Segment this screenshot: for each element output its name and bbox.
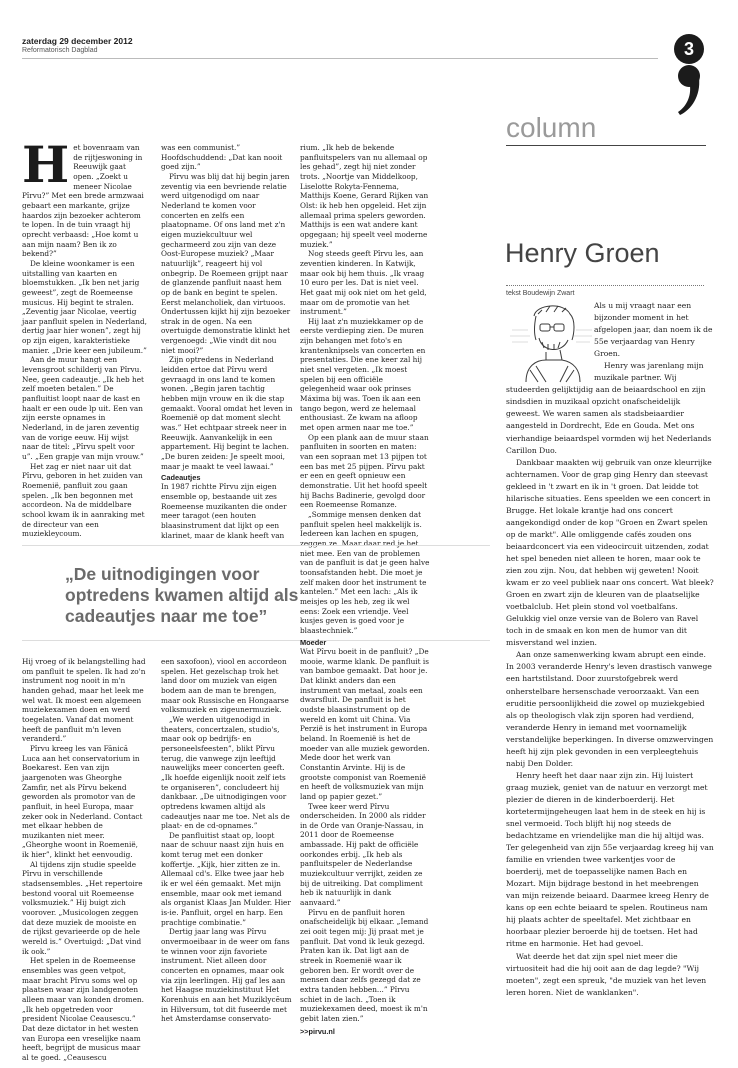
paragraph: Wat Pîrvu boeit in de panfluit? „De mooie, warme klank. De panfluit is van bamboe gemaakt. Dat hoor je. Dat klinkt anders dan een instrument van metaal, zoals een dwarsfluit. De panfluit is het oudste blaasinstrument op de wereld en komt uit China. Via Perzië is het instrument in Europa beland. In Roemenië is het de moeder van alle muziek geworden. Mede door het werk van Constantin Arvinte. Hij is de grootste componist van Roemenië en heeft de volksmuziek van mijn land op papier gezet.” <box>300 647 430 801</box>
paragraph: Dertig jaar lang was Pîrvu onvermoeibaar in de weer om fans te winnen voor zijn favoriete instrument. Niet alleen door concerten en opnames, maar ook via zijn leerlingen. Hij gaf les aan het Haagse muziekinstituut Het Korenhuis en aan het Muziklycēum in Hilversum, tot dit fuseerde met het Amsterdamse conservato- <box>161 927 292 1024</box>
article-column-1-bottom <box>22 657 147 1062</box>
paragraph: Pîrvu was blij dat hij begin jaren zeventig via een bevriende relatie werd uitgenodigd om naar Nederland te komen voor concerten en zelfs een plaatopname. Of ons land met z'n eigen muziekcultuur wel gecharmeerd zou zijn van deze Oost-Europese muziek? „Maar natuurlijk”, reageert hij vol onbegrip. De Roemeen grijpt naar de glanzende panfluit naast hem op de bank en begint te spelen. Eerst melancholiek, dan virtuoos. Ondertussen kijkt hij zijn bezoeker strak in de ogen. Na een overtuigde demonstratie klinkt het vergenoegd: „Wie vindt dit nou niet mooi?” <box>161 171 291 355</box>
paragraph: Aan onze samenwerking kwam abrupt een einde. In 2003 veranderde Henry's leven drastisch vanwege een hartstilstand. Door zuurstofgebrek werd onherstelbare hersenschade veroorzaakt. Van een eruditie persoonlijkheid die zowel op muziekgebied als op theologisch vlak zijn sporen had verdiend, veranderde Henry in iemand met voornamelijk verstandelijke beperkingen. In diverse omzwervingen heeft hij zijn plek gevonden in een verpleegtehuis nabij Den Dolder. <box>506 650 714 768</box>
paragraph: Wat deerde het dat zijn spel niet meer die virtuositeit had die hij ooit aan de dag legde? "Wij moeten", zegt een spreuk, "de muziek van het leven leren horen. Niet de wanklanken". <box>506 951 707 997</box>
paragraph: was een communist.” Hoofdschuddend: „Dat kan nooit goed zijn.” <box>161 143 283 172</box>
paragraph: Nog steeds geeft Pîrvu les, aan zeventien kinderen. In Katwijk, maar ook bij hem thuis. „Ik vraag 10 euro per les. Dat is niet veel. Het gaat mij ook niet om het geld, maar om de promotie van het instrument.” <box>300 249 427 317</box>
paragraph: Twee keer werd Pîrvu onderscheiden. In 2000 als ridder in de Orde van Oranje-Nassau, in 2011 door de Roemeense ambassade. Hij pakt de officiële oorkondes erbij. „Ik heb als panfluitspeler de Nederlandse muziekcultuur verrijkt, zeiden ze bij de uitreiking. Dat compliment heb ik natuurlijk in dank aanvaard.” <box>300 801 426 908</box>
column-body <box>506 300 714 1045</box>
column-divider <box>506 145 706 146</box>
paragraph: Dankbaar maakten wij gebruik van onze kleurrijke achternamen. Voor de grap ging Henry dan steevast gekleed in 't zwart en ik in 't groen. Dat leidde tot hilarische situaties. Eens speelden we een concert in Brugge. Het lokale krantje had ons concert aangekondigd onder de kop "Groen en Zwart spelen op de markt". Alle omliggende cafés zouden ons beiaardconcert via een videocircuit uitzenden, zodat het spel beneden niet alleen te horen, maar ook te zien zou zijn. Nou, dat hebben wij geweten! Nooit kwam er zo veel publiek naar ons concert. Wat bleek? Groen en zwart zijn de kleuren van de plaatselijke voetbalclub. Het plein stond vol voetbalfans. Gelukkig viel onze versie van de Bolero van Ravel toch in de smaak en kon men de humor van dit misverstand wel inzien. <box>506 457 714 648</box>
paragraph: Het zag er niet naar uit dat Pîrvu, geboren in het zuiden van Roemenië, panfluit zou gaan spelen. „Ik ben begonnen met accordeon. Na de middelbare school kwam ik in aanraking met de directeur van een muziekleycoum. <box>22 461 145 539</box>
paragraph: Aan de muur hangt een levensgroot schilderij van Pîrvu. Nee, geen cadeautje. „Ik heb het zelf moeten betalen.” De panfluitist loopt naar de kast en haalt er een oude lp uit. Een van zijn eerste opnames in Nederland, in de jaren zeventig van de vorige eeuw. Hij wijst naar de titel: „Pîrvu spelt voor u”. „Een grapje van mijn vrouw.” <box>22 355 144 461</box>
paragraph: Hij vroeg of ik belangstelling had om panfluit te spelen. Ik had zo'n instrument nog nooit in m'n handen gehad, maar het leek me wel wat. Ik moest een algemeen muziekexamen doen en werd toegelaten. Vanaf dat moment heeft de panfluit m'n leven veranderd.” <box>22 657 146 744</box>
page-number-badge: 3 <box>674 34 704 64</box>
paragraph: Hij laat z'n muziekkamer op de eerste verdieping zien. De muren zijn behangen met foto's en krantenknipsels van concerten en presentaties. Die ene keer zal hij niet snel vergeten. „Ik moest spelen bij een officiële gelegenheid waar ook prinses Máxima bij was. Toen ik aan een tango begon, werd ze helemaal enthousiast. Ze kwam na afloop met open armen naar me toe.” <box>300 316 426 433</box>
subheading-cadeautjes: Cadeautjes <box>161 473 201 483</box>
paragraph: Henry heeft het daar naar zijn zin. Hij luistert graag muziek, geniet van de natuur en verzorgt met plezier de dieren in de kinderboerderij. Het kortetermijngeheugen laat hem in de steek en hij is snel vermoeid. Toch blijft hij nog steeds de bedachtzame en vriendelijke man die hij altijd was. Ter gelegenheid van zijn 55e verjaardag kreeg hij van familie en vrienden twee varkentjes voor de boerderij, met de toepasselijke namen Bach en Mozart. Mijn bijdrage bestond in het meebrengen van mijn reizende beiaard. Daarmee kreeg Henry de kans op een echte beiaard te spelen. Routineus nam hij plaats achter de speeltafel. Met zichtbaar en hoorbaar plezier beroerde hij de toetsen. Het had ritme en harmonie. Het had gevoel. <box>506 770 714 949</box>
paragraph: Als u mij vraagt naar een bijzonder moment in het afgelopen jaar, dan noem ik de 55e verjaardag van Henry Groen. <box>594 301 713 359</box>
website-link[interactable]: >>pirvu.nl <box>300 1026 335 1036</box>
paragraph: Zijn optredens in Nederland leidden ertoe dat Pîrvu werd gevraagd in ons land te komen wonen. „Begin jaren tachtig hebben mijn vrouw en ik die stap gemaakt. Vooral omdat het leven in Roemenië op dat moment slecht was.” Het echtpaar streek neer in Reeuwijk. Aanvankelijk in een appartement. Hij begint te lachen. „De buren zeiden: Je speelt mooi, maar je maakt te veel lawaai.” <box>161 355 293 471</box>
issue-date: zaterdag 29 december 2012 <box>22 36 133 46</box>
paragraph: Op een plank aan de muur staan panfluiten in soorten en maten: van een sopraan met 13 pijpen tot een bas met 25 pijpen. Pîrvu pakt er een en geeft opnieuw een demonstratie. Uit het hoofd speelt hij Bachs Badinerie, gevolgd door een Roemeense Romanze. <box>300 432 429 510</box>
paragraph: Henry was jarenlang mijn muzikale partner. Wij studeerden gelijktijdig aan de beiaardschool en zijn sindsdien in muzikaal opzicht onafscheidelijk geweest. We waren samen als stadsbeiaardier aangesteld in Dordrecht, Ede en Gouda. Met ons vierhandige beiaardspel vormden wij het Nederlands Carillon Duo. <box>506 361 712 455</box>
article-column-2-bottom <box>161 657 293 1045</box>
paragraph: een saxofoon), viool en accordeon spelen. Het gezelschap trok het land door om muziek van eigen bodem aan de man te brengen, maar ook Russische en Hongaarse volksmuziek en zigeunermuziek. <box>161 657 289 715</box>
author-portrait-illustration <box>506 300 594 382</box>
drop-cap: H <box>22 135 70 194</box>
article-column-3-bottom <box>300 636 430 1045</box>
paragraph: Pîrvu en de panfluit horen onafscheidelijk bij elkaar. „Iemand zei ooit tegen mij: Jij praat met je panfluit. Dat vond ik leuk gezegd. Praten kan ik. Dat ligt aan de streek in Roemenië waar ik geboren ben. Er wordt over de mensen daar zelfs gezegd dat ze extra tanden hebben...” Pîrvu schiet in de lach. „Toen ik muziekexamen deed, moest ik m'n gebit laten zien.” <box>300 907 429 1023</box>
pull-quote: „De uitnodigingen voor optredens kwamen altijd als cadeautjes naar me toe” <box>65 564 299 626</box>
header-divider <box>22 58 658 59</box>
newspaper-name: Reformatorisch Dagblad <box>22 47 98 54</box>
paragraph: Pîrvu kreeg les van Fănică Luca aan het conservatorium in Boekarest. Een van zijn jaargenoten was Gheorghe Zamfir, net als Pîrvu bekend geworden als promotor van de panfluit, in heel Europa, maar zeker ook in Nederland. Contact met elkaar hebben de muzikanten niet meer. „Gheorghe woont in Roemenië, ik hier”, klinkt het eenvoudig. <box>22 743 143 860</box>
article-column-1-top <box>22 135 147 539</box>
column-title: Henry Groen <box>505 238 660 268</box>
article-column-2-top <box>161 143 293 539</box>
article-column-3-top <box>300 143 430 635</box>
author-credit: tekst Boudewijn Zwart <box>506 290 575 297</box>
paragraph: De panfluitist staat op, loopt naar de schuur naast zijn huis en komt terug met een donker koffertje. „Kijk, hier zitten ze in. Allemaal cd's. Elke twee jaar heb ik er wel één gemaakt. Met mijn ensemble, maar ook met iemand als organist Klaas Jan Mulder. Hier is-ie. Panfluit, orgel en harp. Een prachtige combinatie.” <box>161 830 291 927</box>
paragraph: De kleine woonkamer is een uitstalling van kaarten en bloemstukken. „Ik ben net jarig geweest”, zegt de Roemeense musicus. Hij begint te stralen. „Zeventig jaar Nicolae, veertig jaar panfluit spelen in Nederland, dertig jaar hier wonen”, zegt hij op zijn eigen, karakteristieke manier. „Drie keer een jubileum.” <box>22 258 147 355</box>
quote-divider-top <box>22 545 490 546</box>
comma-logo-icon <box>677 64 701 116</box>
paragraph: Het spelen in de Roemeense ensembles was geen vetpot, maar bracht Pîrvu soms wel op plaatsen waar zijn landgenoten alleen maar van konden dromen. „Ik heb opgetreden voor president Nicolae Ceausescu.” Dat deze dictator in het westen van Europa een vreselijke naam heeft, begrijpt de musicus maar al te goed. „Ceausescu <box>22 956 144 1062</box>
column-label: column <box>506 112 597 143</box>
paragraph: Al tijdens zijn studie speelde Pîrvu in verschillende stadsensembles. „Het repertoire bestond vooral uit Roemeense volksmuziek.” Hij buigt zich voorover. „Musicologen zeggen dat deze muziek de mooiste en de rijkst gevarieerde op de hele wereld is.” Overtuigd: „Dat vind ik ook.” <box>22 859 143 956</box>
subheading-moeder: Moeder <box>300 638 327 647</box>
paragraph: „We werden uitgenodigd in theaters, concertzalen, studio's, maar ook op bedrijfs- en personeelsfeesten”, blikt Pîrvu terug, die vanwege zijn leeftijd nauwelijks meer concerten geeft. „Ik hoefde eigenlijk nooit zelf iets te organiseren”, concludeert hij dankbaar. „De uitnodigingen voor optredens kwamen altijd als cadeautjes naar me toe. Net als de plaat- en de cd-opnames.” <box>161 714 290 831</box>
paragraph: rium. „Ik heb de bekende panfluitspelers van nu allemaal op les gehad”, zegt hij niet zonder trots. „Noortje van Middelkoop, Liselotte Rokyta-Fennema, Matthijs Koene, Gerard Rijken van Olst: ik heb hen opgeleid. Het zijn allemaal prima spelers geworden. Matthijs is een wat andere kant opgegaan; hij speelt veel moderne muziek.” <box>300 143 429 249</box>
paragraph: et bovenraam van de rijtjeswoning in Reeuwijk gaat open. „Zoekt u meneer Nicolae Pîrvu?” Met een brede armzwaai gebaart een markante, grijze haardos zijn bezoeker achterom te lopen. In de tuin vraagt hij oprecht verbaasd: „Hoe komt u aan mijn naam? Ben ik zo bekend?” <box>22 143 144 259</box>
paragraph: In 1987 richtte Pîrvu zijn eigen ensemble op, bestaande uit zes Roemeense muzikanten die onder meer taragot (een houten blaasinstrument dat lijkt op een klarinet, maar de klank heeft van <box>161 482 287 540</box>
title-dotted-rule <box>506 285 704 286</box>
paragraph: „Sommige mensen denken dat panfluit spelen heel makkelijk is. Iedereen kan lachen en spugen, zeggen ze. Maar daar red je het niet mee. Een van de problemen van de panfluit is dat je geen halve toonsafstanden hebt. Die moet je zelf maken door het instrument te kantelen.” Met een lach: „Als ik meisjes op les heb, zeg ik wel eens: Zoek een vriendje. Veel kusjes geven is goed voor je blaastechniek.” <box>300 509 430 635</box>
